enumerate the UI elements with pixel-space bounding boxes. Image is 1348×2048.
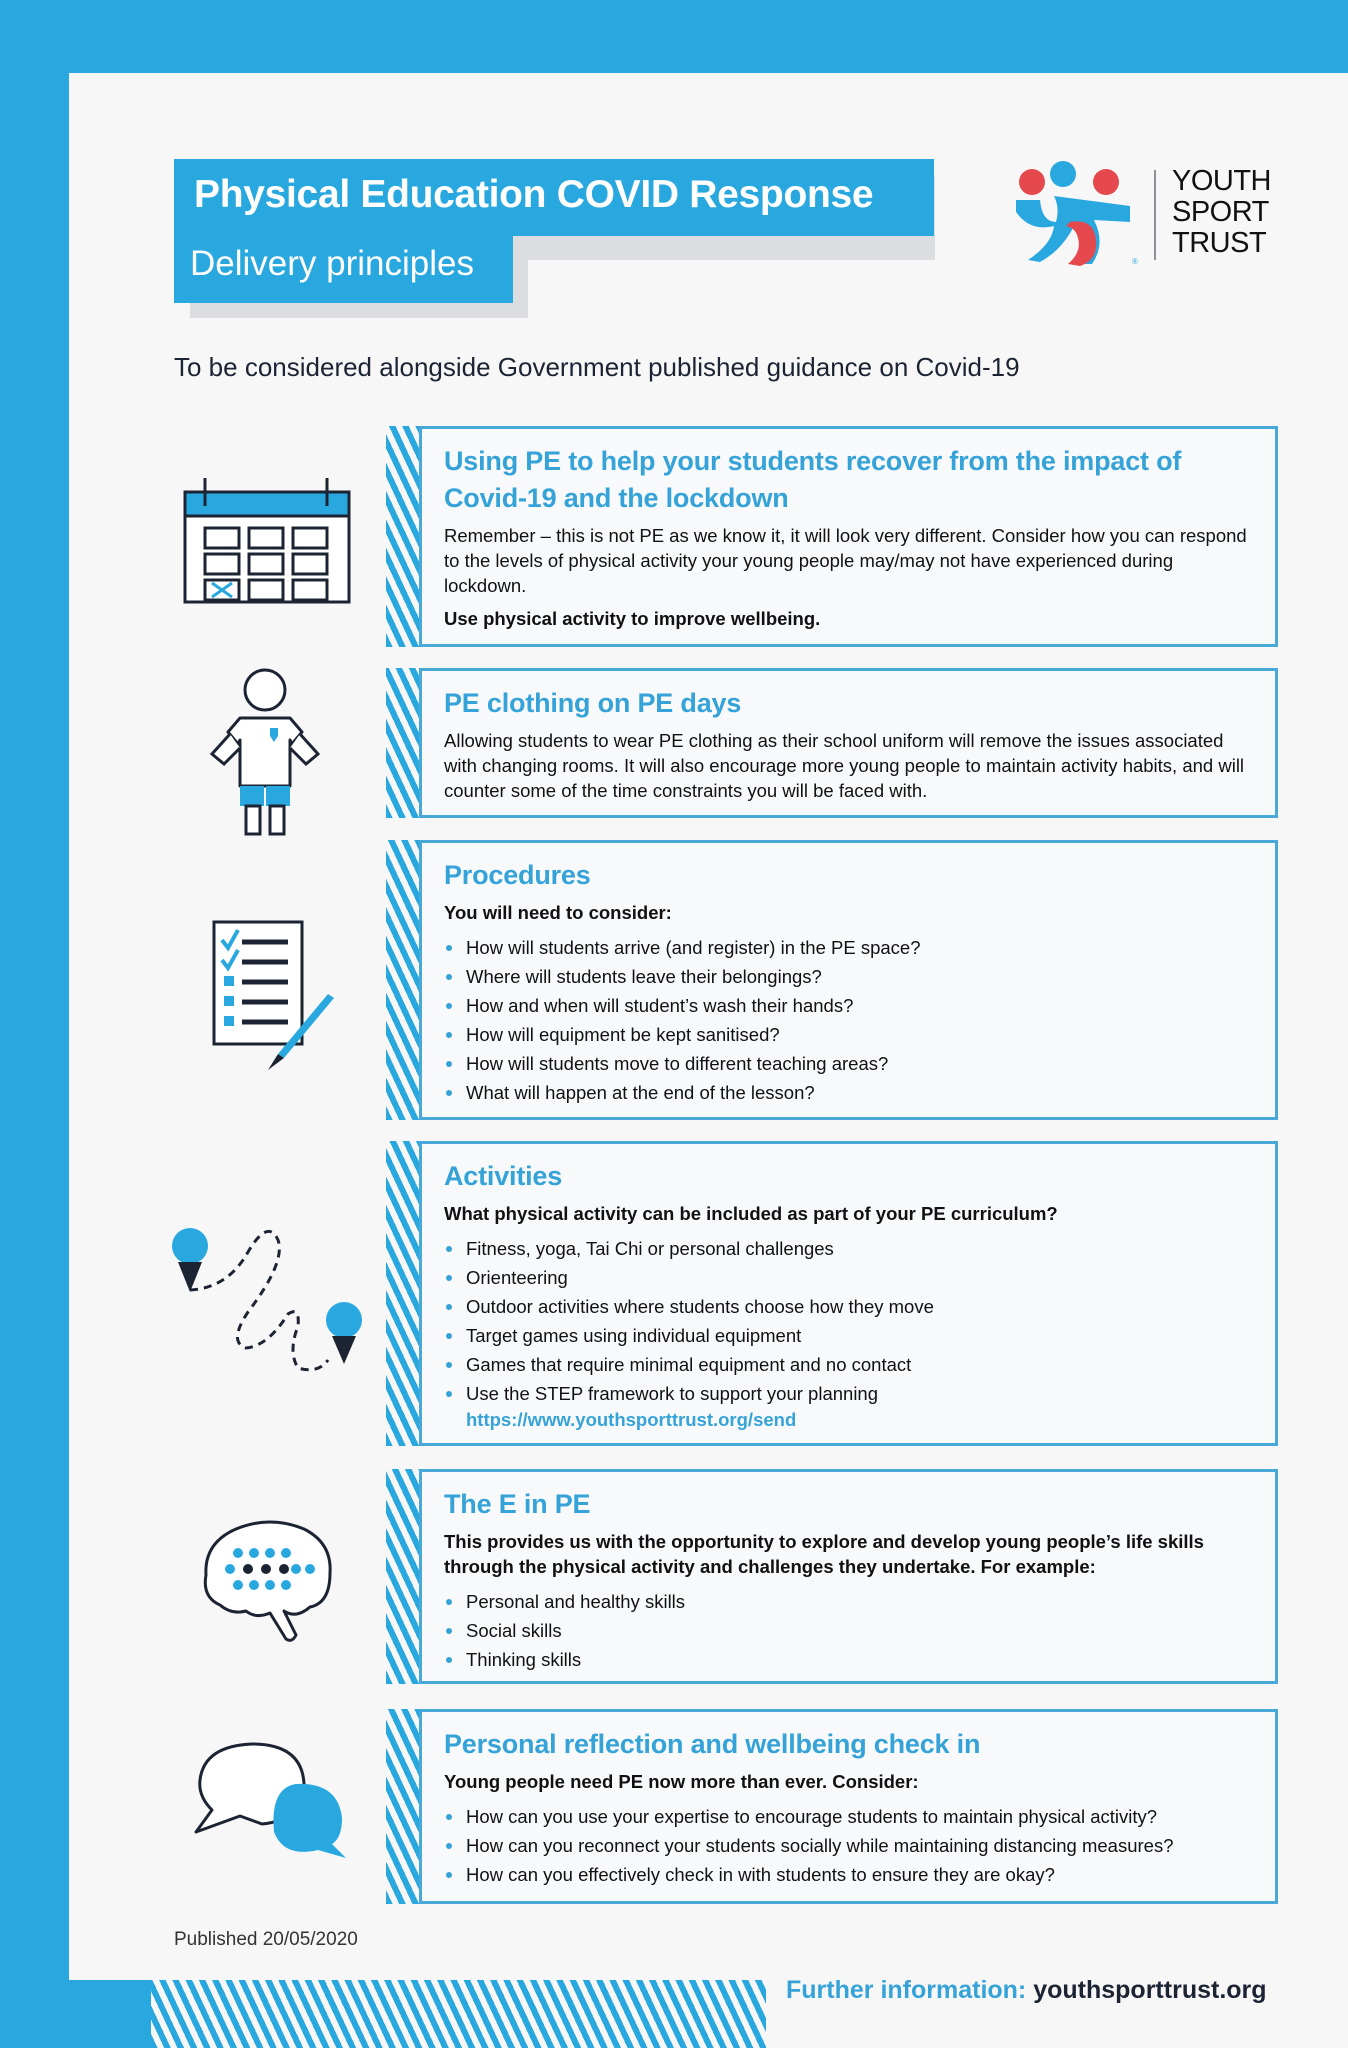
card-stripes — [386, 426, 419, 647]
brain-thought-icon — [200, 1515, 335, 1645]
section-card-recover — [386, 426, 1278, 647]
card-stripes — [386, 1709, 419, 1904]
card-stripes — [386, 668, 419, 818]
logo-wordmark — [1172, 166, 1271, 259]
section-title: PE clothing on PE days — [444, 688, 742, 718]
list-item: How will equipment be kept sanitised? — [444, 1020, 1255, 1049]
intro-statement: To be considered alongside Government published guidance on Covid-19 — [174, 352, 1020, 382]
activities-list — [444, 1234, 1255, 1408]
pe-kit-child-icon — [206, 668, 324, 836]
further-info-label: Further information: — [786, 1976, 1027, 2004]
speech-bubbles-icon — [192, 1740, 352, 1860]
list-item: Thinking skills — [444, 1645, 1255, 1674]
section-card-pe-clothing — [386, 668, 1278, 818]
website-link[interactable]: youthsporttrust.org — [1033, 1976, 1267, 2004]
list-item: How can you effectively check in with students to ensure they are okay? — [444, 1860, 1255, 1889]
section-card-procedures — [386, 840, 1278, 1120]
list-item: Outdoor activities where students choose how they move — [444, 1292, 1255, 1321]
further-information — [786, 1976, 1267, 2005]
procedures-list — [444, 933, 1255, 1107]
list-item: Use the STEP framework to support your planning — [444, 1379, 1255, 1408]
list-item: Games that require minimal equipment and no contact — [444, 1350, 1255, 1379]
route-pins-icon — [168, 1222, 368, 1382]
list-item: Orienteering — [444, 1263, 1255, 1292]
list-item: Fitness, yoga, Tai Chi or personal challenges — [444, 1234, 1255, 1263]
section-lead-in: This provides us with the opportunity to explore and develop young people’s life skills through the physical activity and challenges they undertake. For example: — [444, 1531, 1204, 1577]
section-title: Activities — [444, 1161, 563, 1191]
published-date: Published 20/05/2020 — [174, 1929, 358, 1950]
page-title: Physical Education COVID Response — [174, 159, 934, 236]
step-framework-link[interactable]: https://www.youthsporttrust.org/send — [466, 1409, 797, 1430]
list-item: Social skills — [444, 1616, 1255, 1645]
footer-blue-block — [0, 1980, 151, 2048]
section-title: Procedures — [444, 860, 591, 890]
list-item: How and when will student’s wash their hands? — [444, 991, 1255, 1020]
section-emphasis: Use physical activity to improve wellbeing. — [444, 608, 821, 629]
reflection-list — [444, 1802, 1255, 1889]
footer-stripes — [151, 1980, 766, 2048]
logo-line-youth: YOUTH — [1172, 165, 1271, 197]
section-lead-in: You will need to consider: — [444, 902, 672, 923]
section-card-e-in-pe — [386, 1469, 1278, 1684]
card-stripes — [386, 840, 419, 1120]
list-item: How will students arrive (and register) in the PE space? — [444, 933, 1255, 962]
svg-text:®: ® — [1132, 257, 1138, 266]
section-card-activities — [386, 1141, 1278, 1446]
calendar-icon — [181, 470, 351, 605]
list-item: How will students move to different teaching areas? — [444, 1049, 1255, 1078]
logo-line-sport: SPORT — [1172, 196, 1269, 228]
logo-divider — [1154, 170, 1156, 260]
section-body: Allowing students to wear PE clothing as their school uniform will remove the issues associated with changing rooms. It will also encourage more young people to maintain activity habits, and will counter some of the time constraints you will be faced with. — [444, 730, 1245, 801]
section-title: Personal reflection and wellbeing check in — [444, 1729, 981, 1759]
list-item: What will happen at the end of the lesson? — [444, 1078, 1255, 1107]
section-lead-in: What physical activity can be included as part of your PE curriculum? — [444, 1203, 1058, 1224]
section-body: Remember – this is not PE as we know it, it will look very different. Consider how you can respond to the levels of physical activity your young people may/may not have experienced during lockdown. — [444, 525, 1247, 596]
list-item: Personal and healthy skills — [444, 1587, 1255, 1616]
section-title: Using PE to help your students recover from the impact of Covid-19 and the lockdown — [444, 446, 1182, 513]
skills-list — [444, 1587, 1255, 1674]
section-card-reflection — [386, 1709, 1278, 1904]
card-stripes — [386, 1469, 419, 1684]
list-item: Where will students leave their belongings? — [444, 962, 1255, 991]
section-title: The E in PE — [444, 1489, 591, 1519]
card-stripes — [386, 1141, 419, 1446]
page-subtitle: Delivery principles — [174, 235, 513, 303]
section-lead-in: Young people need PE now more than ever. Consider: — [444, 1771, 919, 1792]
list-item: How can you reconnect your students socially while maintaining distancing measures? — [444, 1831, 1255, 1860]
checklist-icon — [210, 918, 340, 1073]
list-item: How can you use your expertise to encourage students to maintain physical activity? — [444, 1802, 1255, 1831]
logo-line-trust: TRUST — [1172, 227, 1267, 259]
list-item: Target games using individual equipment — [444, 1321, 1255, 1350]
